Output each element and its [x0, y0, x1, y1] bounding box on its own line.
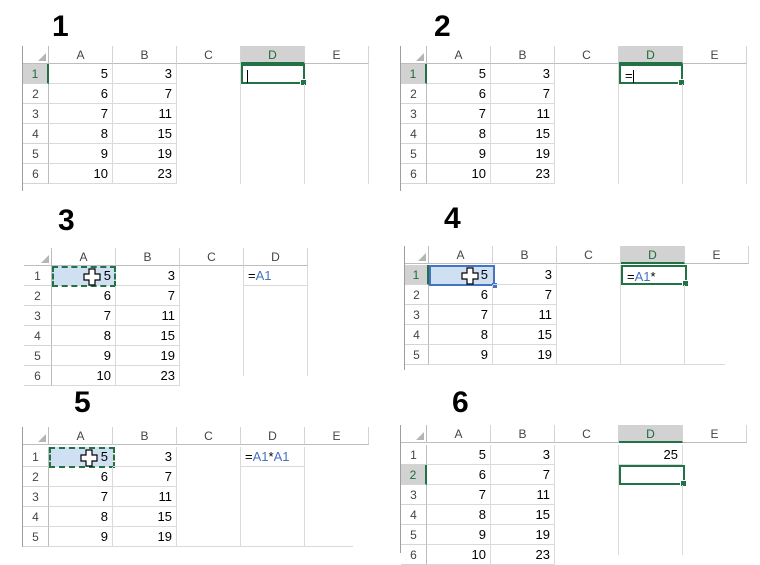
- cell-b5[interactable]: 19: [493, 345, 557, 365]
- formula-operator: *: [650, 269, 656, 284]
- column-header-e[interactable]: E: [683, 425, 747, 443]
- cell-b6[interactable]: 23: [116, 366, 180, 386]
- step-number: 2: [434, 10, 451, 43]
- column-header-c[interactable]: C: [555, 425, 619, 443]
- row-header-1[interactable]: 1: [24, 266, 52, 286]
- column-header-b[interactable]: B: [113, 46, 177, 64]
- column-header-a[interactable]: A: [52, 248, 116, 266]
- column-e-cells[interactable]: [308, 266, 336, 376]
- cell-a4[interactable]: 8: [427, 505, 491, 525]
- cell-d1-active[interactable]: [241, 64, 305, 84]
- row-header-3[interactable]: 3: [23, 104, 49, 124]
- column-e-cells[interactable]: [683, 445, 741, 555]
- cell-b4[interactable]: 15: [491, 505, 555, 525]
- cell-select-cursor-icon: [81, 450, 97, 466]
- step-number: 3: [58, 204, 75, 237]
- cell-b1[interactable]: 3: [491, 445, 555, 465]
- column-header-e[interactable]: E: [685, 246, 749, 264]
- cell-b3[interactable]: 11: [491, 104, 555, 124]
- formula-equals: =: [627, 269, 635, 284]
- column-header-c[interactable]: C: [555, 46, 619, 64]
- cell-a5[interactable]: 9: [49, 144, 113, 164]
- cell-a4[interactable]: 8: [52, 326, 116, 346]
- select-all-corner[interactable]: [24, 248, 52, 266]
- column-header-e[interactable]: E: [305, 427, 369, 445]
- cell-b5[interactable]: 19: [491, 144, 555, 164]
- cell-select-cursor-icon: [462, 268, 478, 284]
- spreadsheet-panel-3: [24, 248, 336, 383]
- column-header-c[interactable]: C: [177, 46, 241, 64]
- column-d-cells[interactable]: [244, 286, 308, 376]
- row-header-1[interactable]: 1: [401, 445, 427, 465]
- column-c-cells[interactable]: [555, 445, 619, 555]
- select-all-corner[interactable]: [23, 46, 49, 64]
- step-number: 1: [52, 10, 69, 43]
- column-d-cells[interactable]: [619, 485, 683, 555]
- row-header-1[interactable]: 1: [401, 64, 427, 84]
- cell-a5[interactable]: 9: [52, 346, 116, 366]
- cell-a5[interactable]: 9: [427, 144, 491, 164]
- column-c-cells[interactable]: [180, 266, 244, 376]
- formula-operator: *: [268, 449, 274, 464]
- row-header-2[interactable]: 2: [23, 84, 49, 104]
- column-header-b[interactable]: B: [113, 427, 177, 445]
- row-header-4[interactable]: 4: [401, 124, 427, 144]
- select-all-corner[interactable]: [405, 246, 429, 264]
- cell-b6[interactable]: 23: [113, 164, 177, 184]
- cell-a6[interactable]: 10: [49, 164, 113, 184]
- cell-b3[interactable]: 11: [113, 487, 177, 507]
- cell-select-cursor-icon: [84, 269, 100, 285]
- cell-b4[interactable]: 15: [116, 326, 180, 346]
- formula-reference: A1: [255, 268, 272, 283]
- cell-a1[interactable]: 5: [49, 64, 113, 84]
- cell-a2[interactable]: 6: [49, 467, 113, 487]
- column-d-cells[interactable]: [621, 285, 685, 365]
- row-header-2[interactable]: 2: [405, 285, 429, 305]
- row-header-3[interactable]: 3: [401, 485, 427, 505]
- column-header-b[interactable]: B: [493, 246, 557, 264]
- row-header-4[interactable]: 4: [24, 326, 52, 346]
- spreadsheet-panel-1: [22, 46, 349, 191]
- column-c-cells[interactable]: [555, 64, 619, 184]
- step-number: 5: [74, 386, 91, 419]
- cell-a5[interactable]: 9: [429, 345, 493, 365]
- row-header-6[interactable]: 6: [401, 164, 427, 184]
- cell-a3[interactable]: 7: [427, 104, 491, 124]
- cell-a1[interactable]: 5: [427, 445, 491, 465]
- row-header-5[interactable]: 5: [401, 144, 427, 164]
- cell-b1[interactable]: 3: [116, 266, 180, 286]
- cell-a3[interactable]: 7: [427, 485, 491, 505]
- select-all-corner[interactable]: [401, 425, 427, 443]
- row-header-5[interactable]: 5: [23, 527, 49, 547]
- cell-a2[interactable]: 6: [427, 84, 491, 104]
- cell-a2[interactable]: 6: [49, 84, 113, 104]
- cell-b2[interactable]: 7: [113, 84, 177, 104]
- cell-b4[interactable]: 15: [113, 124, 177, 144]
- row-header-3[interactable]: 3: [23, 487, 49, 507]
- column-header-a[interactable]: A: [427, 425, 491, 443]
- cell-b1[interactable]: 3: [113, 447, 177, 467]
- cell-a1-referenced[interactable]: 5: [49, 447, 113, 467]
- row-header-1[interactable]: 1: [405, 265, 429, 285]
- formula-equals: =: [248, 268, 256, 283]
- row-header-2[interactable]: 2: [401, 465, 427, 485]
- column-e-cells[interactable]: [305, 64, 369, 184]
- cell-a6[interactable]: 10: [427, 545, 491, 565]
- cell-b4[interactable]: 15: [491, 124, 555, 144]
- spreadsheet-panel-5: [22, 427, 353, 547]
- cell-b4[interactable]: 15: [493, 325, 557, 345]
- spreadsheet-panel-6: [400, 425, 741, 562]
- cell-a3[interactable]: 7: [429, 305, 493, 325]
- column-c-cells[interactable]: [177, 64, 241, 184]
- cell-a5[interactable]: 9: [427, 525, 491, 545]
- column-header-a[interactable]: A: [49, 427, 113, 445]
- cell-b1[interactable]: 3: [493, 265, 557, 285]
- row-header-4[interactable]: 4: [405, 325, 429, 345]
- cell-a3[interactable]: 7: [49, 104, 113, 124]
- row-header-6[interactable]: 6: [24, 366, 52, 386]
- cell-b6[interactable]: 23: [491, 545, 555, 565]
- row-header-6[interactable]: 6: [401, 545, 427, 565]
- cell-a1-referenced[interactable]: 5: [52, 266, 116, 286]
- cell-a4[interactable]: 8: [49, 507, 113, 527]
- cell-a3[interactable]: 7: [52, 306, 116, 326]
- step-number: 6: [452, 386, 469, 419]
- cell-d2-active[interactable]: [619, 465, 685, 485]
- cell-a6[interactable]: 10: [52, 366, 116, 386]
- cell-b2[interactable]: 7: [491, 465, 555, 485]
- column-header-e[interactable]: E: [305, 46, 369, 64]
- column-header-d[interactable]: D: [241, 427, 305, 445]
- cell-a1-referenced[interactable]: 5: [429, 265, 493, 285]
- column-c-cells[interactable]: [557, 265, 621, 365]
- column-header-b[interactable]: B: [491, 46, 555, 64]
- formula-reference: A1: [634, 269, 651, 284]
- cell-a3[interactable]: 7: [49, 487, 113, 507]
- formula-reference: A1: [252, 449, 269, 464]
- select-all-corner[interactable]: [401, 46, 427, 64]
- cell-b3[interactable]: 11: [493, 305, 557, 325]
- text-caret: [633, 70, 634, 83]
- cell-d1-active[interactable]: [619, 64, 683, 84]
- cell-d1-formula: =: [625, 68, 633, 83]
- cell-b2[interactable]: 7: [113, 467, 177, 487]
- column-header-a[interactable]: A: [429, 246, 493, 264]
- cell-a2[interactable]: 6: [429, 285, 493, 305]
- cell-b2[interactable]: 7: [116, 286, 180, 306]
- cell-b2[interactable]: 7: [493, 285, 557, 305]
- row-header-4[interactable]: 4: [401, 505, 427, 525]
- row-header-3[interactable]: 3: [24, 306, 52, 326]
- cell-a4[interactable]: 8: [427, 124, 491, 144]
- cell-b3[interactable]: 11: [116, 306, 180, 326]
- column-header-d[interactable]: D: [619, 425, 683, 443]
- select-all-corner[interactable]: [23, 427, 49, 445]
- cell-b5[interactable]: 19: [116, 346, 180, 366]
- row-header-5[interactable]: 5: [401, 525, 427, 545]
- cell-b4[interactable]: 15: [113, 507, 177, 527]
- column-header-a[interactable]: A: [427, 46, 491, 64]
- row-header-2[interactable]: 2: [24, 286, 52, 306]
- cell-b3[interactable]: 11: [491, 485, 555, 505]
- column-header-c[interactable]: C: [177, 427, 241, 445]
- cell-a4[interactable]: 8: [49, 124, 113, 144]
- column-header-e[interactable]: E: [683, 46, 747, 64]
- column-header-b[interactable]: B: [116, 248, 180, 266]
- cell-a4[interactable]: 8: [429, 325, 493, 345]
- column-e-cells[interactable]: [305, 447, 353, 547]
- formula-equals: =: [245, 449, 253, 464]
- column-header-c[interactable]: C: [180, 248, 244, 266]
- column-header-c[interactable]: C: [557, 246, 621, 264]
- column-header-d[interactable]: D: [621, 246, 685, 264]
- column-c-cells[interactable]: [177, 447, 241, 547]
- cell-d1-result[interactable]: 25: [619, 445, 683, 465]
- row-header-1[interactable]: 1: [23, 447, 49, 467]
- spreadsheet-panel-4: [404, 246, 725, 370]
- cell-d1-active[interactable]: [621, 265, 687, 285]
- column-header-a[interactable]: A: [49, 46, 113, 64]
- cell-d1-formula[interactable]: [241, 447, 305, 467]
- column-header-d[interactable]: D: [241, 46, 305, 64]
- cell-a1[interactable]: 5: [427, 64, 491, 84]
- spreadsheet-panel-2: [400, 46, 731, 191]
- cell-a6[interactable]: 10: [427, 164, 491, 184]
- row-header-2[interactable]: 2: [23, 467, 49, 487]
- row-header-5[interactable]: 5: [23, 144, 49, 164]
- cell-b1[interactable]: 3: [491, 64, 555, 84]
- column-d-cells[interactable]: [241, 84, 305, 184]
- row-header-4[interactable]: 4: [23, 507, 49, 527]
- column-e-cells[interactable]: [683, 64, 747, 184]
- row-header-4[interactable]: 4: [23, 124, 49, 144]
- cell-b5[interactable]: 19: [491, 525, 555, 545]
- cell-a5[interactable]: 9: [49, 527, 113, 547]
- text-caret: [247, 70, 248, 83]
- cell-a2[interactable]: 6: [427, 465, 491, 485]
- column-header-b[interactable]: B: [491, 425, 555, 443]
- row-header-6[interactable]: 6: [23, 164, 49, 184]
- cell-b5[interactable]: 19: [113, 144, 177, 164]
- formula-reference-2: A1: [273, 449, 290, 464]
- row-header-5[interactable]: 5: [405, 345, 429, 365]
- cell-b2[interactable]: 7: [491, 84, 555, 104]
- column-d-cells[interactable]: [241, 467, 305, 547]
- cell-d1-formula[interactable]: [244, 266, 308, 286]
- cell-b1[interactable]: 3: [113, 64, 177, 84]
- step-number: 4: [444, 202, 461, 235]
- row-header-1[interactable]: 1: [23, 64, 49, 84]
- row-header-3[interactable]: 3: [401, 104, 427, 124]
- cell-b6[interactable]: 23: [491, 164, 555, 184]
- row-header-5[interactable]: 5: [24, 346, 52, 366]
- column-e-cells[interactable]: [685, 265, 725, 365]
- cell-b5[interactable]: 19: [113, 527, 177, 547]
- row-header-2[interactable]: 2: [401, 84, 427, 104]
- column-header-d[interactable]: D: [244, 248, 308, 266]
- column-d-cells[interactable]: [619, 84, 683, 184]
- cell-b3[interactable]: 11: [113, 104, 177, 124]
- row-header-3[interactable]: 3: [405, 305, 429, 325]
- cell-a2[interactable]: 6: [52, 286, 116, 306]
- column-header-d[interactable]: D: [619, 46, 683, 64]
